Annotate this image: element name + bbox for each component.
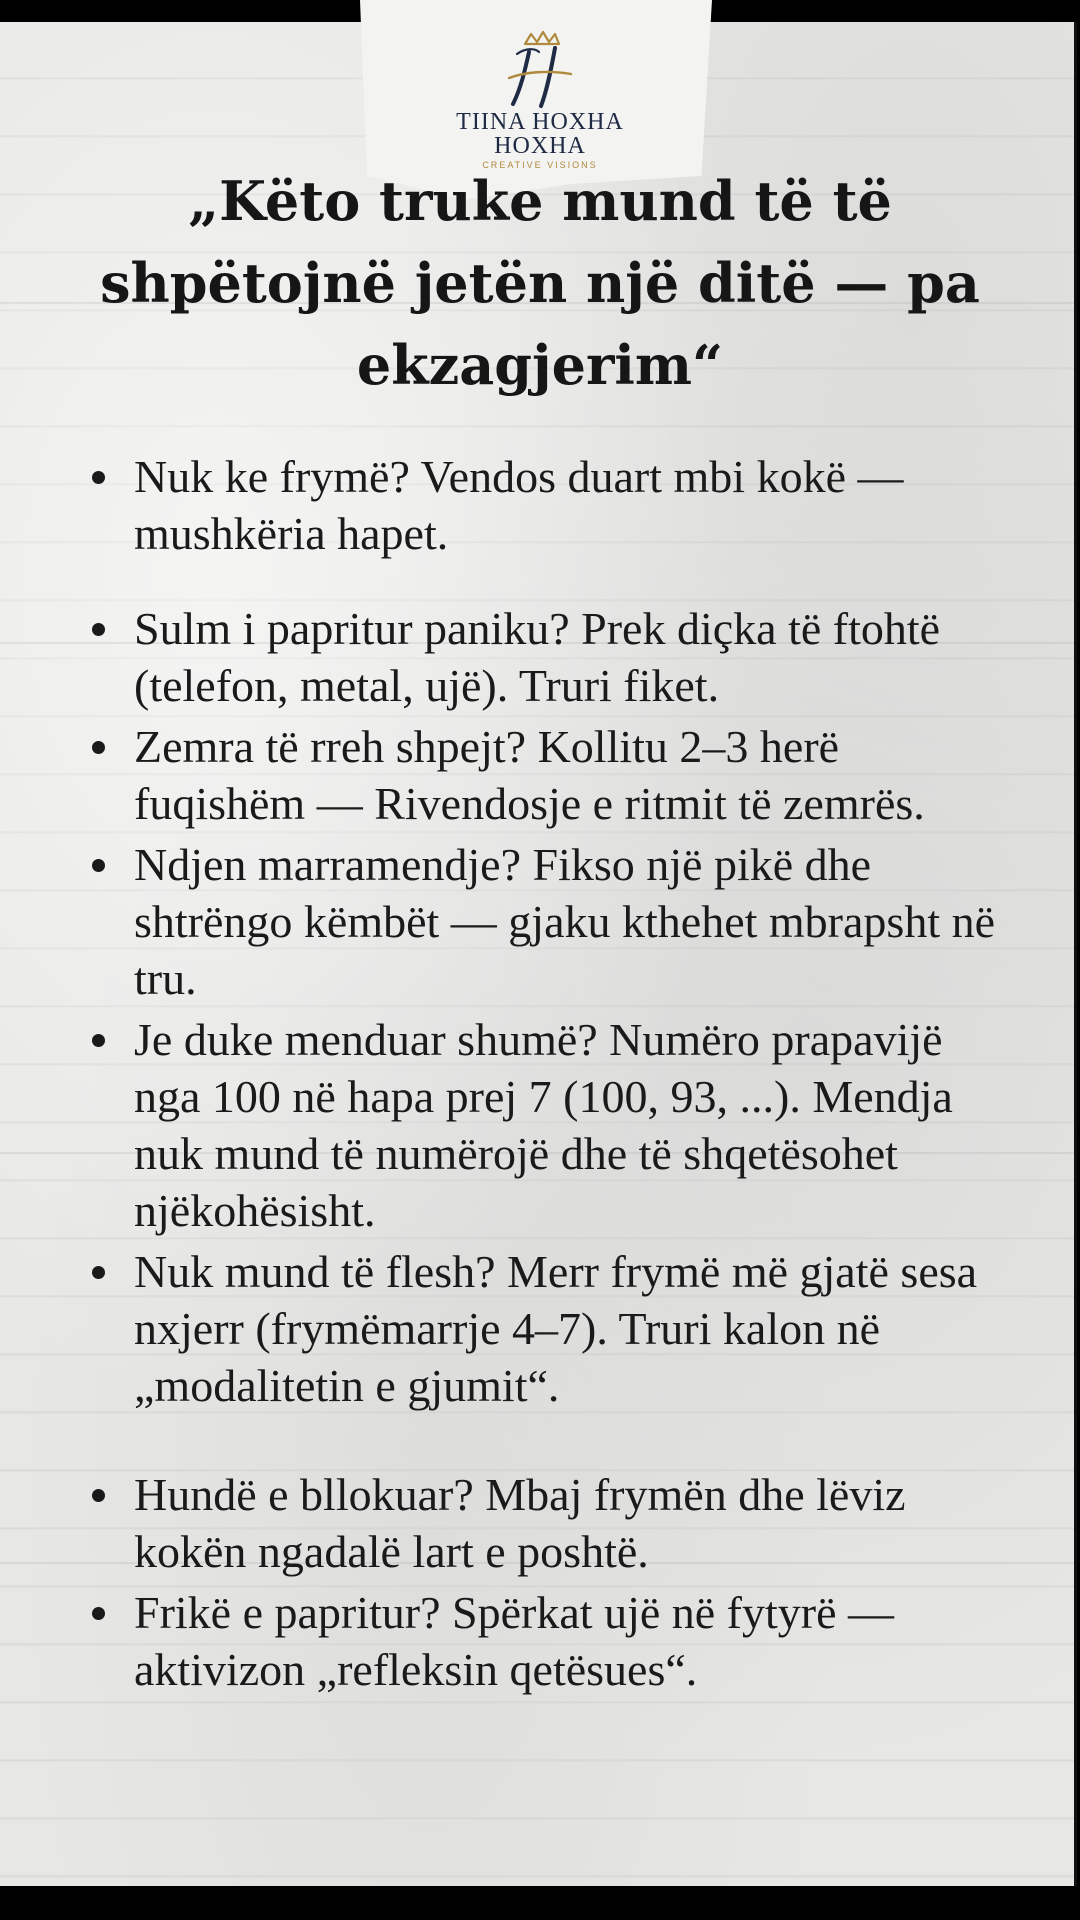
bullet-icon xyxy=(92,1489,105,1502)
crown-monogram-h-icon xyxy=(495,30,585,110)
logo-name-line2: HOXHA xyxy=(494,133,586,159)
logo-name-line1: TIINA HOXHA xyxy=(456,109,624,135)
list-item xyxy=(92,1243,1012,1414)
bullet-icon xyxy=(92,1266,105,1279)
bullet-icon xyxy=(92,1034,105,1047)
tip-text: Nuk mund të flesh? Merr frymë më gjatë sesa nxjerr (frymëmarrje 4–7). Truri kalon në „modalitetin e gjumit“. xyxy=(134,1246,978,1411)
brand-logo xyxy=(420,30,660,170)
list-item xyxy=(92,448,1012,562)
logo-tagline: CREATIVE VISIONS xyxy=(482,160,598,170)
tip-text: Sulm i papritur paniku? Prek diçka të ftohtë (telefon, metal, ujë). Truri fiket. xyxy=(134,603,941,711)
tip-text: Frikë e papritur? Spërkat ujë në fytyrë — aktivizon „refleksin qetësues“. xyxy=(134,1587,895,1695)
tip-text: Nuk ke frymë? Vendos duart mbi kokë — mushkëria hapet. xyxy=(134,451,904,559)
bullet-icon xyxy=(92,471,105,484)
bullet-icon xyxy=(92,741,105,754)
list-item xyxy=(92,600,1012,714)
list-item xyxy=(92,1011,1012,1239)
list-item xyxy=(92,718,1012,832)
tip-text: Je duke menduar shumë? Numëro prapavijë nga 100 në hapa prej 7 (100, 93, ...). Mendja nuk mund të numërojë dhe të shqetësohet njëkohësisht. xyxy=(134,1014,953,1236)
bullet-icon xyxy=(92,1607,105,1620)
list-item xyxy=(92,836,1012,1007)
tip-text: Hundë e bllokuar? Mbaj frymën dhe lëviz kokën ngadalë lart e poshtë. xyxy=(134,1469,906,1577)
bullet-icon xyxy=(92,623,105,636)
list-item xyxy=(92,1466,1012,1580)
tip-text: Zemra të rreh shpejt? Kollitu 2–3 herë fuqishëm — Rivendosje e ritmit të zemrës. xyxy=(134,721,925,829)
tips-list xyxy=(92,448,1012,1698)
headline: „Këto truke mund të të shpëtojnë jetën një ditë — pa ekzagjerim“ xyxy=(100,169,980,397)
bullet-icon xyxy=(92,859,105,872)
list-item xyxy=(92,1584,1012,1698)
tip-text: Ndjen marramendje? Fikso një pikë dhe shtrëngo këmbët — gjaku kthehet mbrapsht në tru. xyxy=(134,839,996,1004)
